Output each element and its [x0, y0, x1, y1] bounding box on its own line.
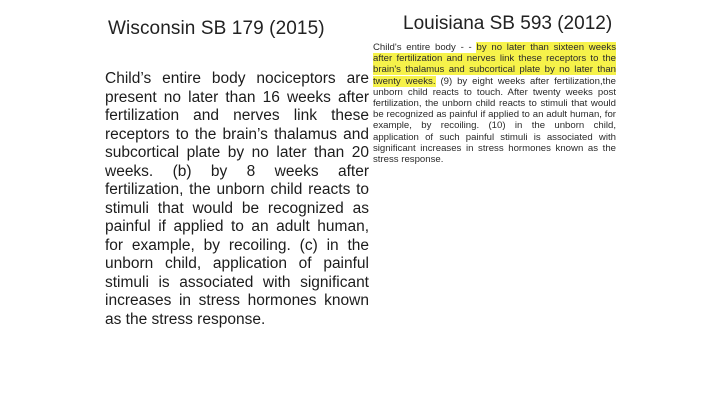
- wisconsin-body-text: Child’s entire body nociceptors are present no later than 16 weeks after fertilization and nerves link these receptors to the brain’s thalamus and subcortical plate by no later than 20 weeks. (b) by 8 weeks after fertilization, the unborn child reacts to stimuli that would be recognized as painful if applied to an adult human, for example, by recoiling. (c) in the unborn child, application of painful stimuli is associated with significant increases in stress hormones known as the stress response.: [105, 70, 369, 328]
- wisconsin-title: Wisconsin SB 179 (2015): [108, 18, 325, 39]
- louisiana-body-rest: (9) by eight weeks after fertilization,the unborn child reacts to touch. After twenty weeks post fertilization, the unborn child reacts to stimuli that would be recognized as painful if applied to an adult human, for example, by recoiling. (10) in the unborn child, application of such painful stimuli is associated with significant increases in stress hormones known as the stress response.: [373, 75, 616, 166]
- louisiana-body-prefix: Child's entire body - -: [373, 42, 477, 53]
- louisiana-title: Louisiana SB 593 (2012): [403, 13, 613, 34]
- louisiana-body-text: [373, 42, 616, 165]
- louisiana-highlighted-text: by no later than sixteen weeks after fertilization and nerves link these receptors to the brain's thalamus and subcortical plate by no later than twenty weeks.: [373, 42, 617, 87]
